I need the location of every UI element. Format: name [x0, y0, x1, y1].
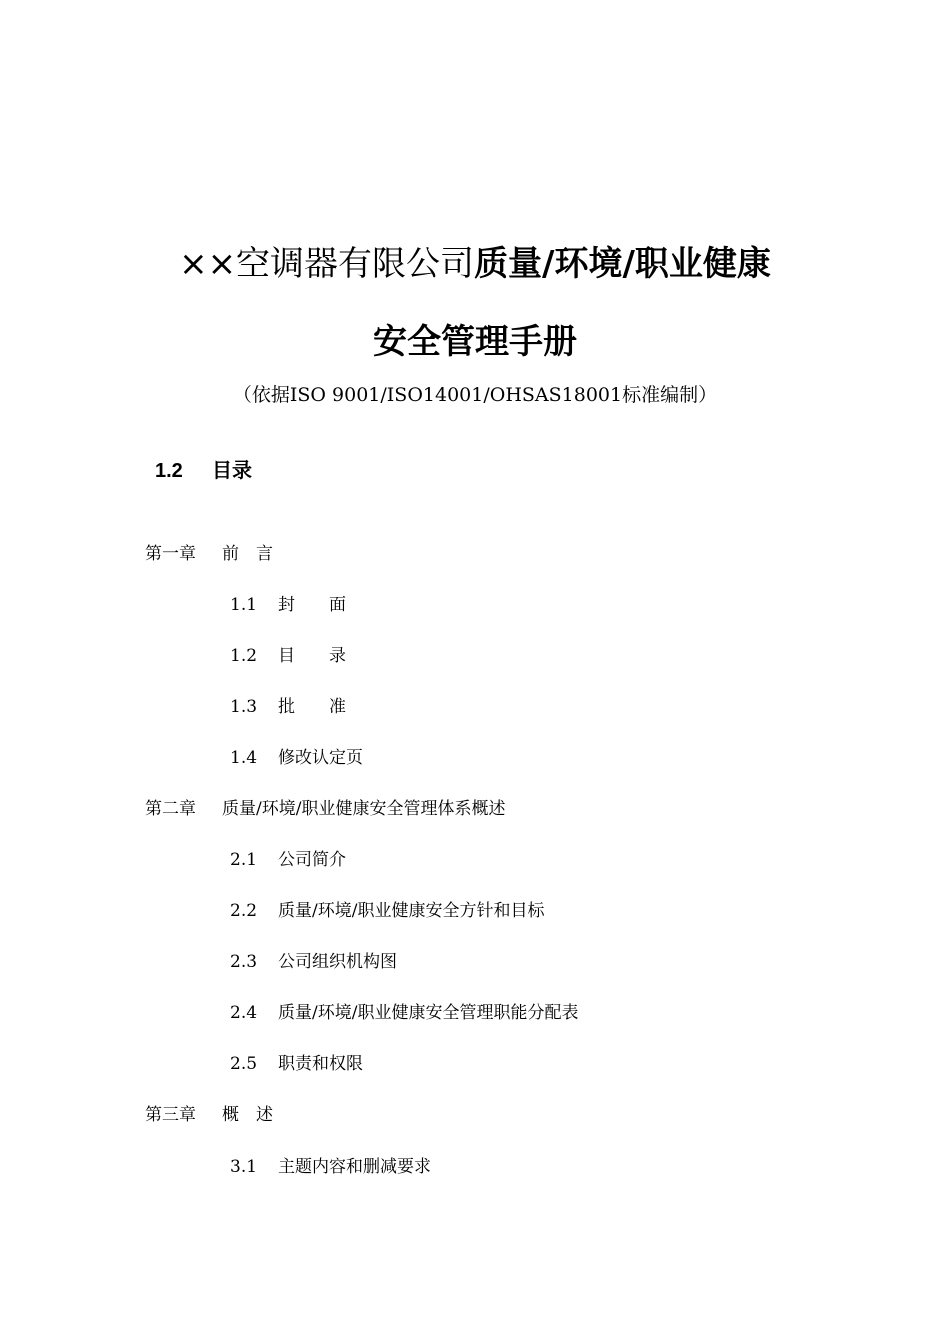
toc-text: 批 准 [278, 697, 346, 717]
toc-label: 2.4 [230, 1003, 258, 1023]
toc-label: 1.2 [230, 646, 258, 666]
section-title: 目录 [212, 460, 252, 482]
toc-label: 1.3 [230, 697, 258, 717]
toc-item-2-1 [230, 848, 346, 872]
toc-text: 公司组织机构图 [278, 952, 397, 972]
manual-title-line-2: 安全管理手册 [373, 322, 577, 362]
manual-title-line-1 [0, 244, 950, 284]
toc-text: 修改认定页 [278, 748, 363, 768]
toc-item-3-1 [230, 1155, 431, 1179]
toc-item-1-3 [230, 695, 346, 719]
toc-item-2-5 [230, 1052, 363, 1076]
toc-label: 1.4 [230, 748, 258, 768]
company-name: ××空调器有限公司 [179, 244, 475, 284]
toc-text: 质量/环境/职业健康安全管理职能分配表 [278, 1003, 579, 1023]
toc-chapter-1 [145, 542, 273, 566]
toc-label: 第三章 [145, 1105, 196, 1125]
toc-text: 职责和权限 [278, 1054, 363, 1074]
toc-label: 第二章 [145, 799, 196, 819]
toc-label: 2.1 [230, 850, 258, 870]
toc-text: 质量/环境/职业健康安全管理体系概述 [222, 799, 506, 819]
toc-label: 2.2 [230, 901, 258, 921]
standards-subtitle: （依据ISO 9001/ISO14001/OHSAS18001标准编制） [232, 384, 718, 406]
toc-label: 3.1 [230, 1157, 258, 1177]
toc-text: 目 录 [278, 646, 346, 666]
toc-chapter-2 [145, 797, 505, 821]
toc-item-2-3 [230, 950, 397, 974]
toc-text: 公司简介 [278, 850, 346, 870]
toc-chapter-3 [145, 1103, 273, 1127]
toc-text: 前 言 [222, 544, 273, 564]
toc-item-1-2 [230, 644, 346, 668]
toc-text: 封 面 [278, 595, 346, 615]
toc-label: 2.5 [230, 1054, 258, 1074]
toc-item-2-2 [230, 899, 544, 923]
manual-title-bold-part: 质量/环境/职业健康 [474, 244, 771, 284]
section-number: 1.2 [155, 460, 183, 482]
toc-text: 质量/环境/职业健康安全方针和目标 [278, 901, 545, 921]
toc-label: 1.1 [230, 595, 258, 615]
section-heading [155, 458, 252, 484]
toc-text: 主题内容和删减要求 [278, 1157, 431, 1177]
toc-text: 概 述 [222, 1105, 273, 1125]
toc-item-1-4 [230, 746, 363, 770]
toc-label: 2.3 [230, 952, 258, 972]
toc-label: 第一章 [145, 544, 196, 564]
toc-item-2-4 [230, 1001, 578, 1025]
toc-item-1-1 [230, 593, 346, 617]
